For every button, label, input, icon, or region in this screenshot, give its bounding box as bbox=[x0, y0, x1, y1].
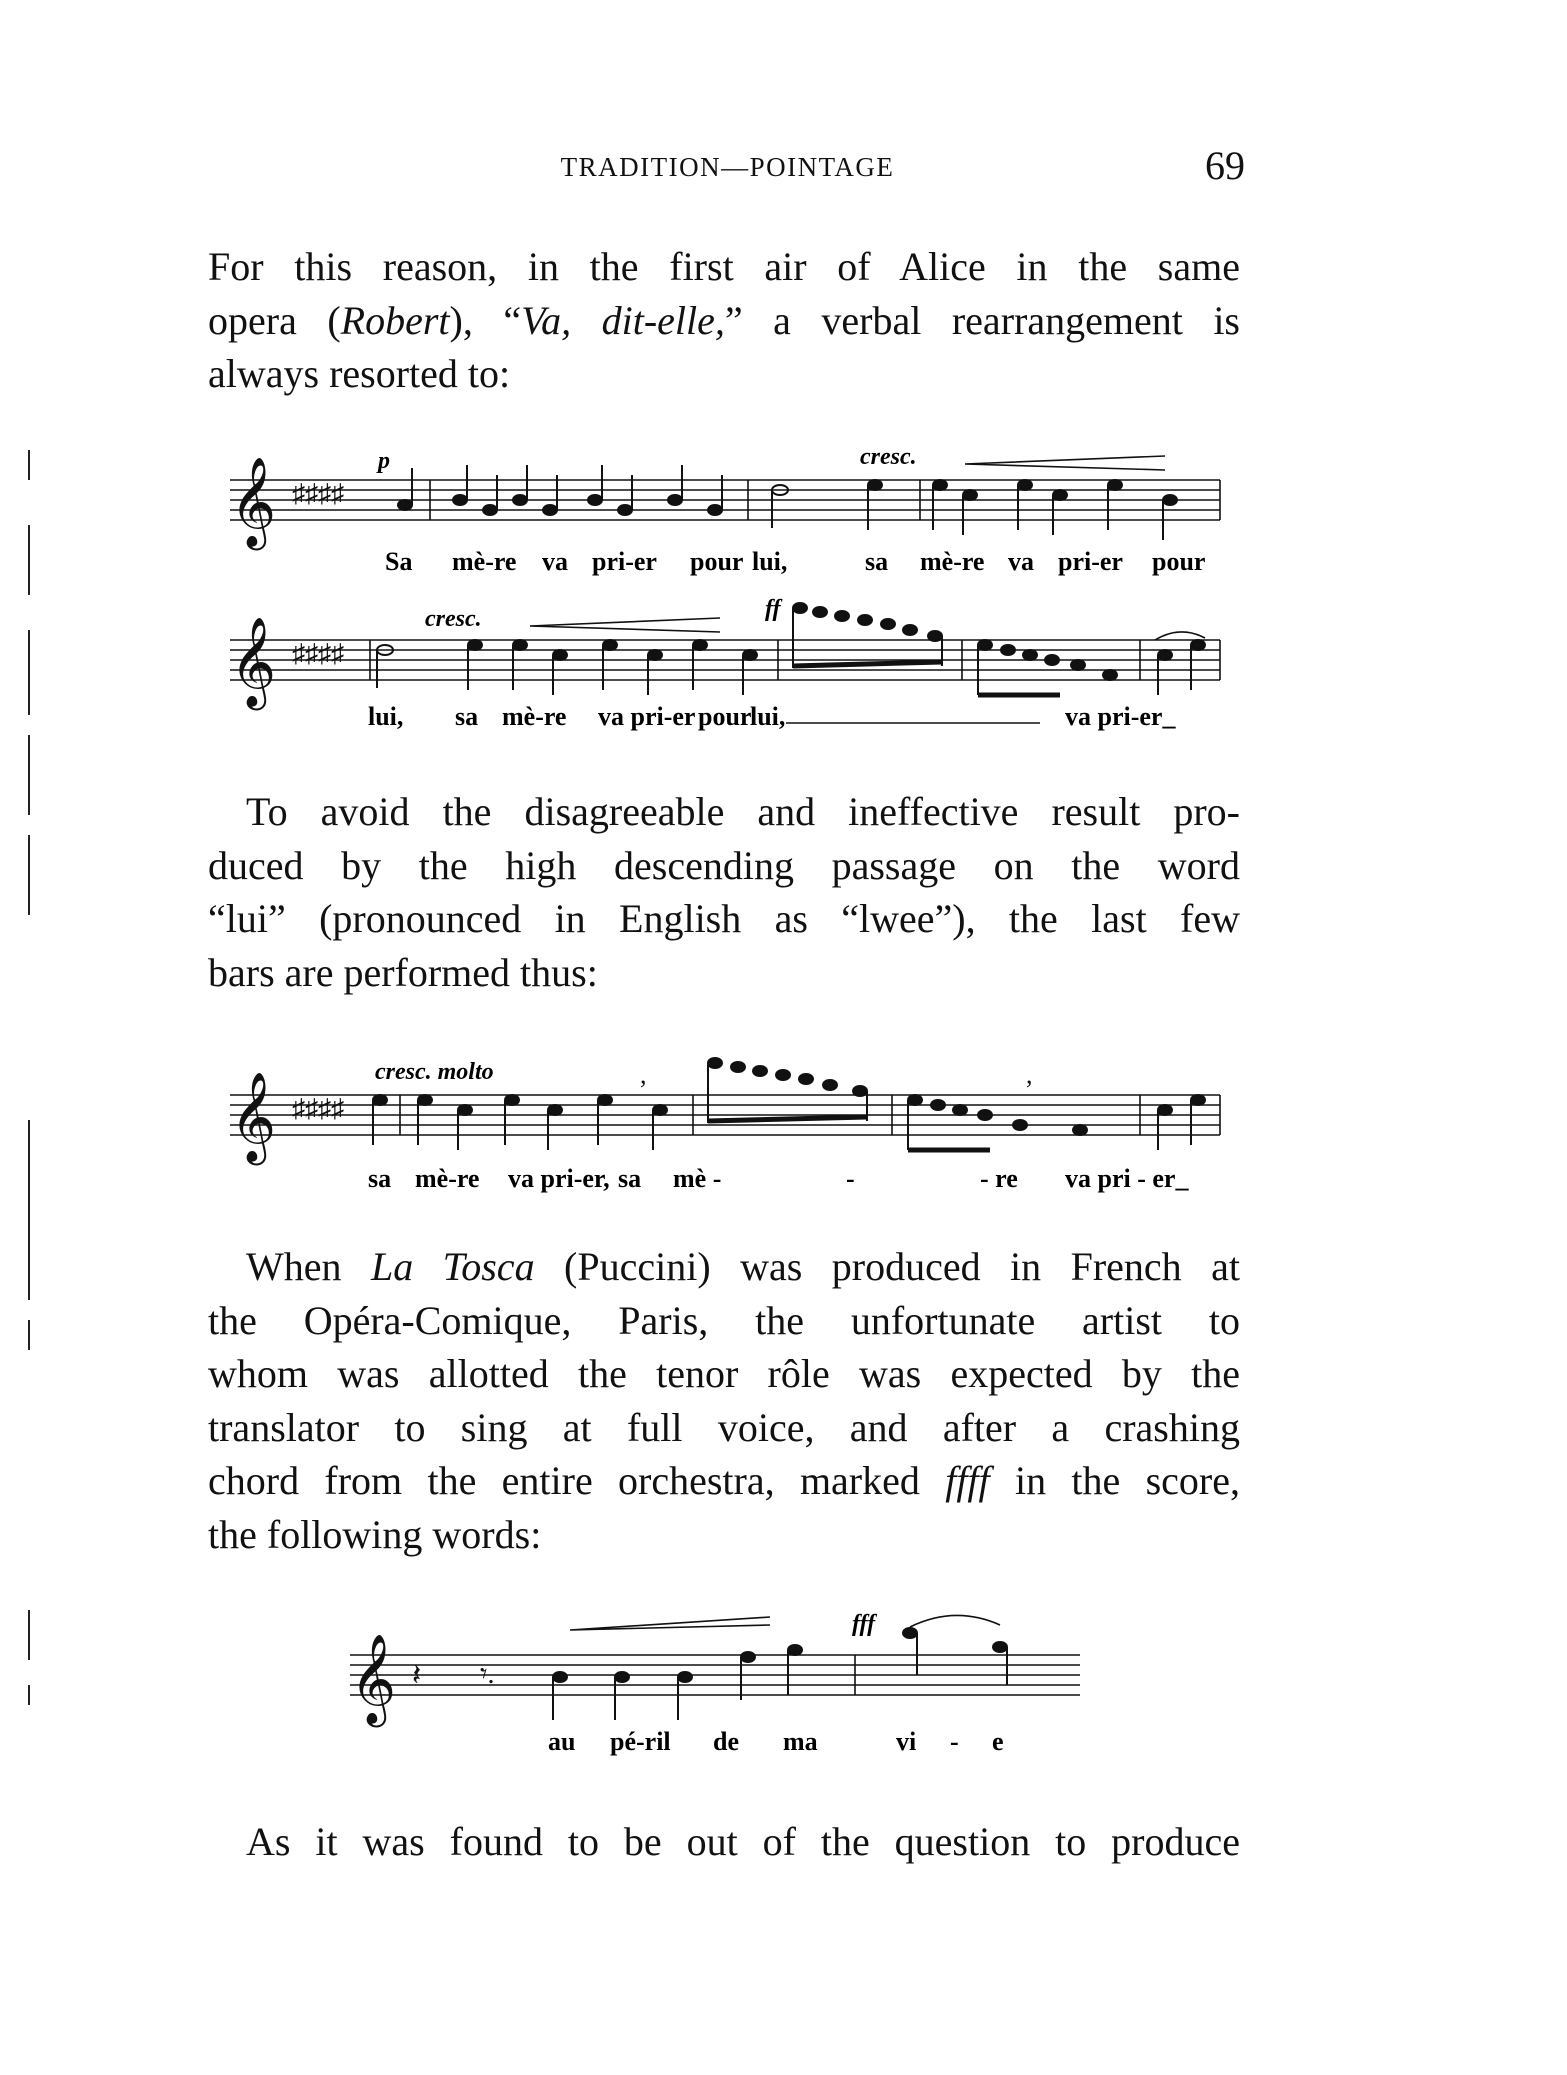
lyric: va bbox=[542, 547, 568, 576]
text-line: duced by the high descending passage on the word bbox=[208, 842, 1240, 888]
text-line: the following words: bbox=[208, 1511, 542, 1557]
lyric: pour bbox=[698, 702, 752, 731]
music-example-1 bbox=[220, 440, 1240, 740]
margin-mark bbox=[28, 450, 30, 480]
lyric: au bbox=[548, 1727, 576, 1756]
lyric: - re bbox=[980, 1164, 1018, 1193]
lyric: va pri - er_ bbox=[1065, 1164, 1189, 1193]
treble-clef-icon: 𝄞 bbox=[230, 618, 277, 705]
text-line: whom was allotted the tenor rôle was expected by the bbox=[208, 1351, 1240, 1396]
page-number: 69 bbox=[1205, 143, 1245, 188]
svg-text:♯♯♯♯: ♯♯♯♯ bbox=[292, 1094, 344, 1123]
lyric: - bbox=[846, 1164, 855, 1193]
text-line: For this reason, in the first air of Alice in the same bbox=[208, 244, 1240, 289]
lyric: vi bbox=[896, 1727, 917, 1756]
dynamic-mark: ff bbox=[765, 596, 781, 622]
margin-mark bbox=[28, 735, 30, 815]
paragraph-2 bbox=[208, 785, 1240, 999]
lyric: mè-re bbox=[920, 547, 985, 576]
lyric: Sa bbox=[385, 547, 413, 576]
lyric: de bbox=[713, 1727, 739, 1756]
lyric: mè-re bbox=[502, 702, 567, 731]
text-line: bars are performed thus: bbox=[208, 949, 598, 995]
text-line: translator to sing at full voice, and after a crashing bbox=[208, 1404, 1240, 1450]
lyric: lui, bbox=[752, 547, 788, 576]
lyric: sa bbox=[618, 1164, 642, 1193]
lyric: sa bbox=[368, 1164, 392, 1193]
music-example-3 bbox=[340, 1595, 1100, 1775]
text-line: As it was found to be out of the question to produce bbox=[246, 1819, 1240, 1864]
text-line: To avoid the disagreeable and ineffective result pro- bbox=[246, 789, 1240, 834]
text-line: “lui” (pronounced in English as “lwee”), the last few bbox=[208, 896, 1240, 941]
dynamic-mark: p bbox=[378, 448, 390, 474]
margin-mark bbox=[28, 525, 30, 595]
lyric: sa bbox=[865, 547, 889, 576]
svg-text:♯♯♯♯: ♯♯♯♯ bbox=[292, 479, 344, 508]
treble-clef-icon: 𝄞 bbox=[230, 1073, 277, 1160]
lyric: pour bbox=[1152, 547, 1206, 576]
svg-text:𝄾.: 𝄾. bbox=[480, 1659, 495, 1690]
cresc-marking: cresc. bbox=[425, 606, 482, 632]
text-line: opera (Robert), “Va, dit-elle,” a verbal rearrangement is bbox=[208, 297, 1241, 343]
svg-text:,: , bbox=[640, 1060, 647, 1089]
margin-mark bbox=[28, 1120, 30, 1300]
treble-clef-icon: 𝄞 bbox=[350, 1635, 397, 1722]
margin-mark bbox=[28, 630, 30, 715]
music-example-2 bbox=[220, 1055, 1240, 1205]
lyric: va pri-er bbox=[598, 702, 696, 731]
paragraph-3 bbox=[208, 1240, 1240, 1561]
lyric: pé-ril bbox=[610, 1727, 671, 1756]
lyric: - bbox=[950, 1727, 959, 1756]
text-line: When La Tosca (Puccini) was produced in French at bbox=[246, 1244, 1240, 1289]
lyric: va pri-er, bbox=[508, 1164, 610, 1193]
margin-mark bbox=[28, 835, 30, 915]
lyric: mè-re bbox=[415, 1164, 480, 1193]
text-line: chord from the entire orchestra, marked ffff in the score, bbox=[208, 1458, 1240, 1503]
lyric: va bbox=[1008, 547, 1034, 576]
lyric: va pri-er_ bbox=[1065, 702, 1176, 731]
svg-text:♯♯♯♯: ♯♯♯♯ bbox=[292, 639, 344, 668]
lyric: lui, bbox=[750, 702, 786, 731]
running-title: TRADITION—POINTAGE bbox=[560, 152, 895, 182]
lyric: sa bbox=[455, 702, 479, 731]
margin-mark bbox=[28, 1685, 30, 1705]
lyric: pri-er bbox=[592, 547, 657, 576]
svg-text:,: , bbox=[1026, 1060, 1033, 1089]
lyric: pour bbox=[690, 547, 744, 576]
margin-mark bbox=[28, 1320, 30, 1350]
margin-mark bbox=[28, 1610, 30, 1660]
lyric: lui, bbox=[368, 702, 404, 731]
text-line: the Opéra-Comique, Paris, the unfortunate artist to bbox=[208, 1297, 1240, 1343]
paragraph-4 bbox=[208, 1815, 1240, 1869]
lyric: ma bbox=[783, 1727, 818, 1756]
dynamic-mark: fff bbox=[852, 1611, 876, 1637]
paragraph-1 bbox=[208, 240, 1240, 401]
lyric: pri-er bbox=[1058, 547, 1123, 576]
lyric: mè - bbox=[673, 1164, 722, 1193]
lyric: e bbox=[992, 1727, 1004, 1756]
text-line: always resorted to: bbox=[208, 351, 511, 396]
treble-clef-icon: 𝄞 bbox=[230, 458, 277, 545]
svg-text:𝄽: 𝄽 bbox=[412, 1659, 422, 1692]
page-header bbox=[210, 143, 1245, 188]
cresc-marking: cresc. bbox=[860, 444, 917, 470]
cresc-marking: cresc. molto bbox=[375, 1059, 494, 1085]
lyric: mè-re bbox=[452, 547, 517, 576]
